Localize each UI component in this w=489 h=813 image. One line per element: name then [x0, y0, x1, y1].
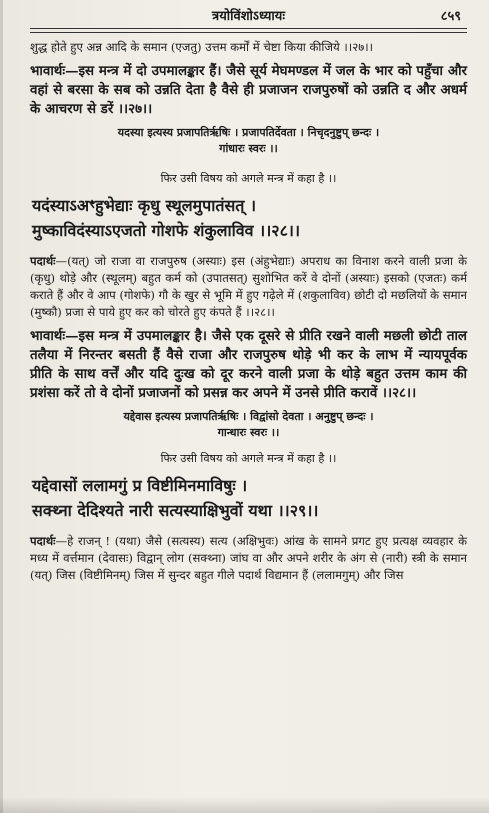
- intro-28: फिर उसी विषय को अगले मन्त्र में कहा है ।।: [160, 172, 337, 185]
- svara-line-29: गान्धारः स्वरः ।।: [217, 426, 280, 439]
- page-binding-edge: [0, 0, 3, 813]
- continuation-paragraph: शुद्ध होते हुए अन्न आदि के समान (एजतु) उत्तम कर्मों में चेष्टा किया कीजिये ।।२७।।: [30, 40, 374, 54]
- mantra-29-line1: यद्देवासों ललामगुं प्र विष्टीमिनमाविषुः ।: [32, 476, 248, 495]
- padarth-28: [30, 253, 467, 321]
- bhavarth-label: भावार्थः: [30, 63, 66, 79]
- rishi-line-29: यद्देवास इत्यस्य प्रजापतिर्ऋषिः । विद्वांसो देवता । अनुष्टुप् छन्दः ।: [123, 410, 374, 423]
- chapter-title: त्रयोविंशोऽध्यायः: [212, 9, 285, 24]
- mantra-28-line1: यदंस्याऽअꣳहुभेद्याः कृधु स्थूलमुपातंसत् ।: [32, 196, 257, 215]
- padarth-label: पदार्थः: [30, 534, 56, 548]
- bhavarth-28: [30, 327, 467, 403]
- padarth-text: —हे राजन् ! (यथा) जैसे (सत्यस्य) सत्य (अक्षिभुवः) आंख के सामने प्रगट हुए प्रत्यक्ष व्यवहार के मध्य में वर्त्तमान (देवासः) विद्वान् लोग (सक्थ्ना) जांघ वा और अपने शरीर के अंग से (नारी) स्त्री के समान (यत्) जिस (विष्टीमिनम्) जिस में सुन्दर बहुत गीले पदार्थ विद्यमान हैं (ललामगुम्) और जिस: [30, 534, 467, 582]
- mantra-29-line2: सक्थ्ना देदिश्यते नारी सत्यस्याक्षिभुवों यथा ।।२९।।: [32, 501, 319, 520]
- page-bottom-shadow: [0, 797, 489, 813]
- mantra-28-line2: मुष्काविदंस्याऽएजतो गोशफे शंकुलाविव ।।२८।।: [32, 221, 301, 240]
- padarth-label: पदार्थः: [30, 254, 56, 268]
- bhavarth-text: —इस मन्त्र में दो उपमालङ्कार हैं। जैसे सूर्य मेघमण्डल में जल के भार को पहुँचा और वहां से बरसा के सब को उन्नति देता है वैसे ही प्रजाजन राजपुरुषों को उन्नति द और अधर्म के आचरण से डरें ।।२७।।: [30, 63, 467, 117]
- header-rule: [30, 28, 467, 33]
- rishi-line-28: यदस्या इत्यस्य प्रजापतिर्ऋषिः । प्रजापतिर्देवता । निचृदनुष्टुप् छन्दः ।: [117, 126, 380, 139]
- intro-29: फिर उसी विषय को अगले मन्त्र में कहा है ।।: [160, 452, 337, 465]
- page-number: ८५९: [440, 9, 461, 24]
- padarth-text: —(यत्) जो राजा वा राजपुरुष (अस्याः) इस (अंहुभेद्याः) अपराध का विनाश करने वाली प्रजा के (कृधु) थोड़े और (स्थूलम्) बहुत कर्म को (उपातसत्) सुशोभित करें वे दोनों (अस्याः) इसको (एजतः) कर्म कराते हैं और वे आप (गोशफे) गौ के खुर से भूमि में हुए गढ़ेले में (शकुलाविव) छोटी दो मछलियों के समान (मुष्कौ) प्रजा से पाये हुए कर को चोरते हुए कंपते हैं ।।२८।।: [30, 254, 467, 319]
- page-header: [30, 0, 467, 24]
- svara-line-28: गांधारः स्वरः ।।: [219, 142, 278, 155]
- bhavarth-text: —इस मन्त्र में उपमालङ्कार है। जैसे एक दूसरे से प्रीति रखने वाली मछली छोटी ताल तलैया में निरन्तर बसती हैं वैसे राजा और राजपुरुष थोड़े भी कर के लाभ में न्यायपूर्वक प्रीति के साथ वर्त्तें और यदि दुःख को दूर करने वाली प्रजा के थोड़े बहुत उत्तम काम की प्रशंसा करें तो वे दोनों प्रजाजनों को प्रसन्न कर अपने में उनसे प्रीति करावें ।।२८।।: [30, 328, 467, 401]
- bhavarth-27: [30, 62, 467, 119]
- bhavarth-label: भावार्थः: [30, 328, 66, 344]
- padarth-29: [30, 533, 467, 584]
